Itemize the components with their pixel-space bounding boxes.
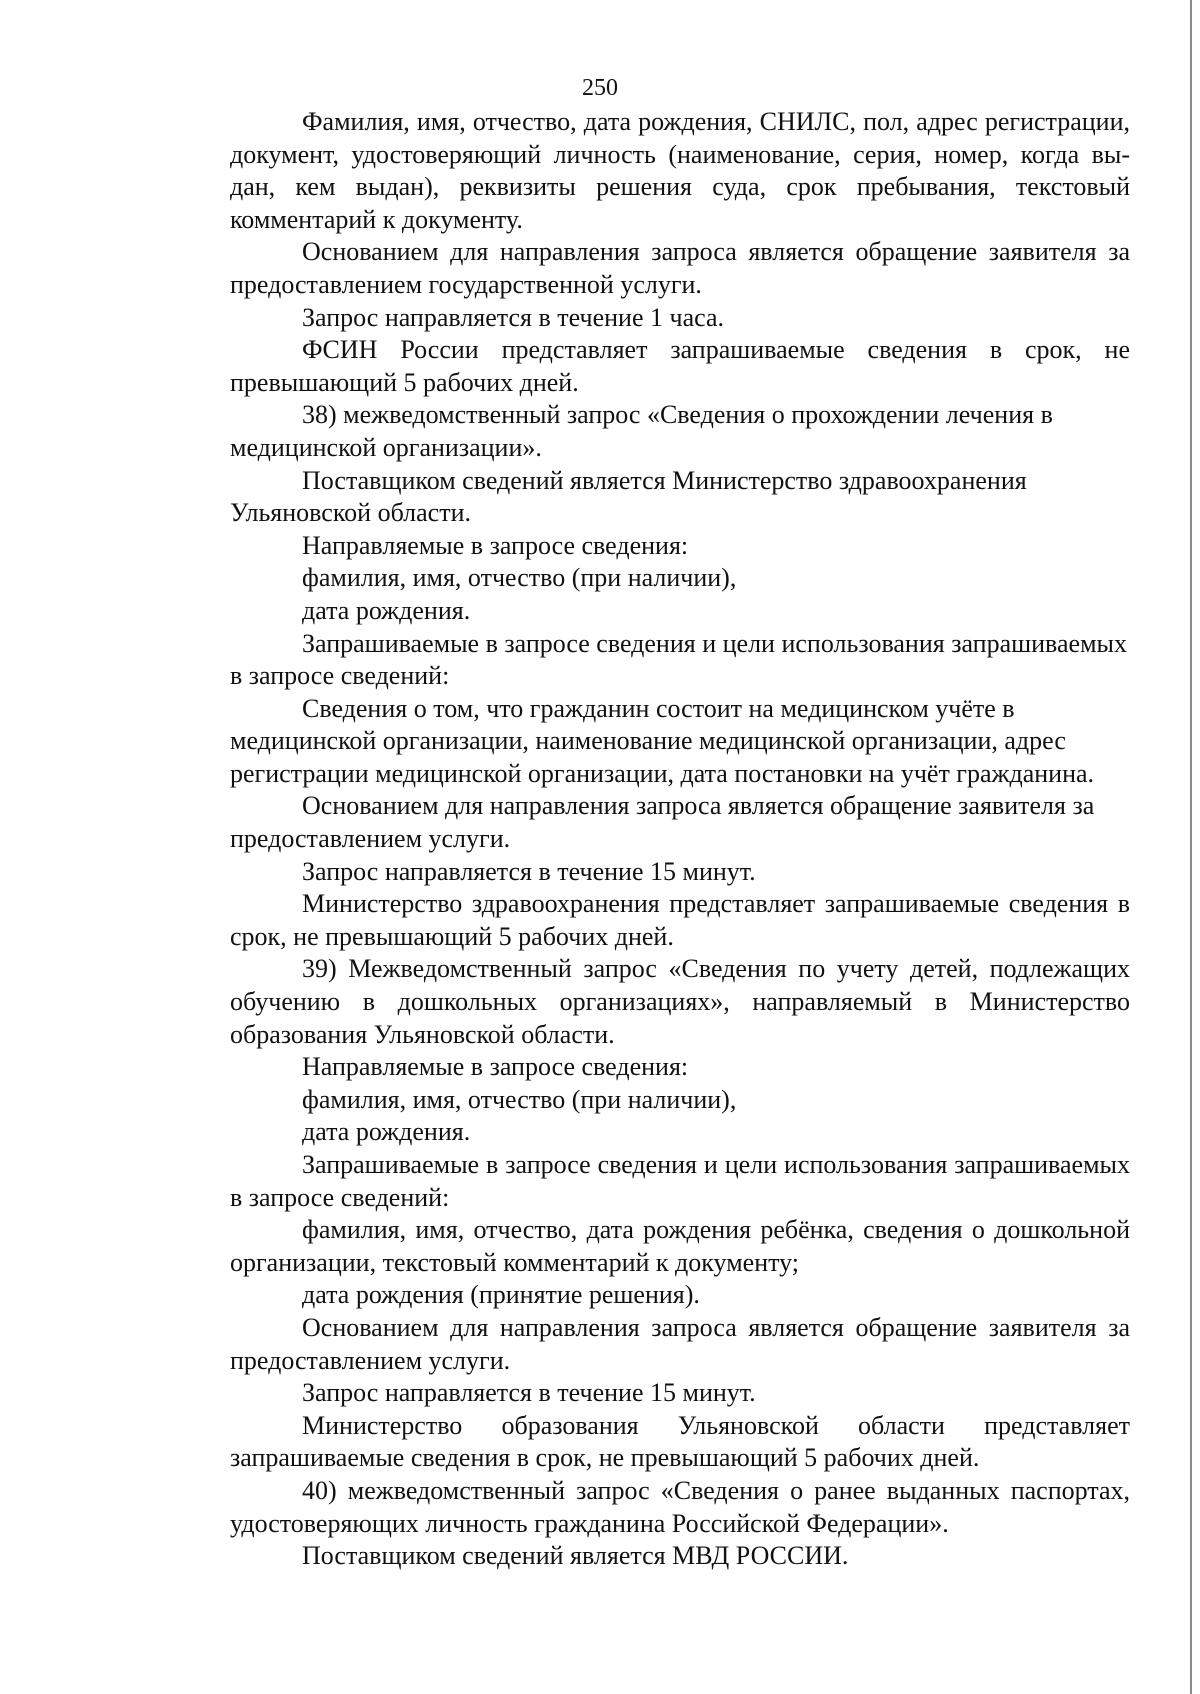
paragraph-supplier: Поставщиком сведений является МВД РОССИИ.: [302, 1541, 849, 1571]
page-number: 250: [582, 75, 618, 101]
paragraph-requested-data-heading: Запрашиваемые в запросе сведения и цели использования запрашиваемых в запросе сведений:: [230, 628, 1127, 691]
paragraph-requested-data-fsin: Фамилия, имя, отчество, дата рождения, СНИЛС, пол, адрес регистрации, документ, удостоверяющий личность (наименование, серия, номер, когда вы-дан, кем выдан), реквизиты решения суда, срок пребывания, текстовый комментарий к документу.: [230, 107, 1130, 234]
page-edge-line: [1190, 0, 1192, 1694]
paragraph-sent-data-birthdate: дата рождения.: [302, 1117, 471, 1147]
paragraph-request-basis: Основанием для направления запроса является обращение заявителя за предоставлением государственной услуги.: [230, 237, 1130, 299]
paragraph-requested-data-decision: дата рождения (принятие решения).: [302, 1280, 700, 1310]
paragraph-requested-data-medical: Сведения о том, что гражданин состоит на медицинском учёте в медицинской организации, наименование медицинской организации, адрес регистрации медицинской организации, дата постановки на учёт гражданина.: [230, 693, 1095, 788]
paragraph-request-time: Запрос направляется в течение 1 часа.: [302, 302, 725, 332]
paragraph-request-time: Запрос направляется в течение 15 минут.: [302, 856, 756, 886]
paragraph-supplier: Поставщиком сведений является Министерство здравоохранения Ульяновской области.: [230, 465, 1027, 528]
paragraph-item-40-title: 40) межведомственный запрос «Сведения о ранее выданных паспортах, удостоверяющих личность гражданина Российской Федерации».: [230, 1475, 1130, 1538]
paragraph-request-basis: Основанием для направления запроса является обращение заявителя за предоставлением услуги.: [230, 1312, 1130, 1375]
paragraph-item-38-title: 38) межведомственный запрос «Сведения о прохождении лечения в медицинской организации».: [230, 400, 1053, 462]
paragraph-item-39-title: 39) Межведомственный запрос «Сведения по учету детей, подлежащих обучению в дошкольных организациях», направляемый в Министерство образования Ульяновской области.: [230, 954, 1130, 1049]
paragraph-sent-data-heading: Направляемые в запросе сведения:: [302, 530, 689, 560]
paragraph-response-deadline: Министерство образования Ульяновской области представляет запрашиваемые сведения в срок, не превышающий 5 рабочих дней.: [230, 1410, 1130, 1473]
paragraph-requested-data-child: фамилия, имя, отчество, дата рождения ребёнка, сведения о дошкольной организации, текстовый комментарий к документу;: [230, 1215, 1130, 1277]
paragraph-sent-data-heading: Направляемые в запросе сведения:: [302, 1052, 689, 1082]
paragraph-response-deadline: Министерство здравоохранения представляет запрашиваемые сведения в срок, не превышающий 5 рабочих дней.: [230, 889, 1130, 951]
paragraph-request-basis: Основанием для направления запроса является обращение заявителя за предоставлением услуги.: [230, 791, 1095, 854]
paragraph-sent-data-birthdate: дата рождения.: [302, 595, 471, 625]
paragraph-requested-data-heading: Запрашиваемые в запросе сведения и цели использования запрашиваемых в запросе сведений:: [230, 1150, 1130, 1212]
document-body: [230, 106, 1130, 1573]
paragraph-sent-data-name: фамилия, имя, отчество (при наличии),: [302, 563, 737, 593]
paragraph-request-time: Запрос направляется в течение 15 минут.: [302, 1378, 756, 1408]
paragraph-sent-data-name: фамилия, имя, отчество (при наличии),: [302, 1084, 737, 1114]
paragraph-response-deadline: ФСИН России представляет запрашиваемые сведения в срок, не превышающий 5 рабочих дней.: [230, 335, 1130, 397]
